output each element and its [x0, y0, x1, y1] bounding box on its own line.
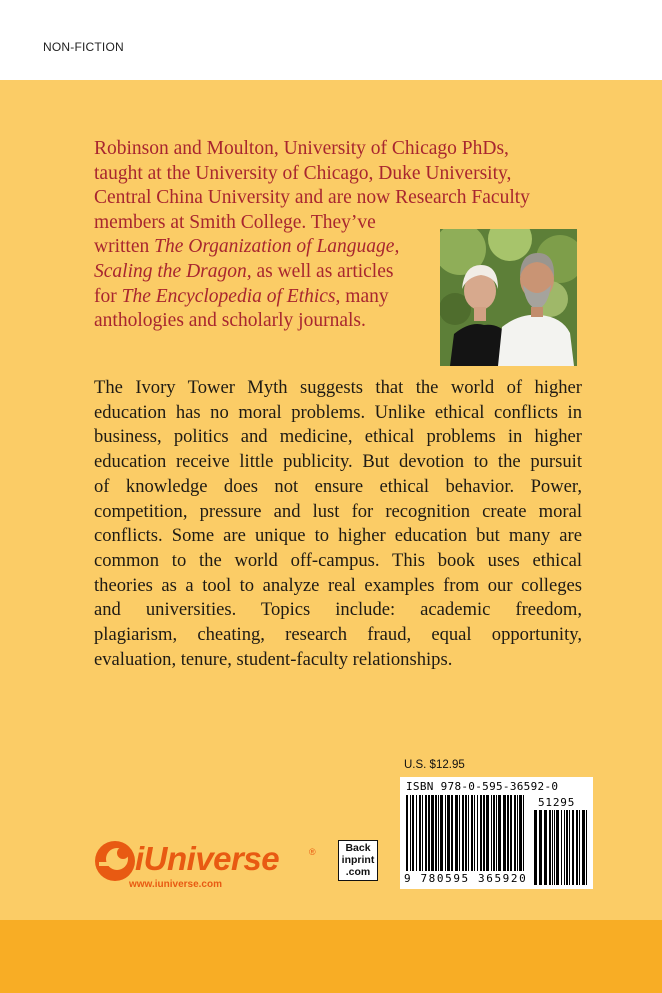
- description-line: education receive little publicity. But devotion to the pursuit: [94, 451, 582, 473]
- bio-line: anthologies and scholarly journals.: [94, 310, 366, 332]
- description-line: conflicts. Some are unique to higher education but many are: [94, 525, 582, 547]
- book-description: [94, 376, 582, 672]
- backinprint-badge: [338, 840, 378, 881]
- book-title-organization: The Organization of Language,: [154, 236, 400, 258]
- price-code: 51295: [538, 796, 576, 809]
- description-line: of knowledge does not ensure ethical behavior. Power,: [94, 475, 582, 497]
- description-line: evaluation, tenure, student-faculty relationships.: [94, 648, 453, 670]
- bio-line: taught at the University of Chicago, Duke University,: [94, 162, 512, 184]
- bio-text: , many: [335, 285, 389, 307]
- iuniverse-logo: [93, 836, 323, 896]
- price-label: U.S. $12.95: [404, 759, 465, 771]
- description-line: theories as a tool to analyze real examples from our colleges: [94, 574, 582, 596]
- isbn-barcode: [400, 777, 593, 889]
- book-title-dragon: Scaling the Dragon,: [94, 260, 252, 282]
- ean-digits: 9 780595 365920: [404, 872, 528, 885]
- bio-text: for: [94, 285, 122, 307]
- top-white-band: [0, 0, 662, 80]
- badge-line: inprint: [341, 854, 375, 866]
- badge-line: Back: [345, 842, 371, 854]
- description-line: plagiarism, cheating, research fraud, equal opportunity,: [94, 624, 582, 646]
- genre-label: NON-FICTION: [43, 40, 124, 54]
- description-line: and universities. Topics include: academic freedom,: [94, 599, 582, 621]
- description-line: education has no moral problems. Unlike ethical conflicts in: [94, 401, 582, 423]
- isbn-number: ISBN 978-0-595-36592-0: [406, 780, 559, 793]
- registered-mark: ®: [309, 847, 316, 857]
- bio-text: as well as articles: [251, 260, 394, 282]
- description-line: business, politics and medicine, ethical problems in higher: [94, 426, 582, 448]
- description-line: competition, pressure and lust for recognition create moral: [94, 500, 582, 522]
- book-title-encyclopedia: The Encyclopedia of Ethics: [121, 285, 336, 307]
- bio-text: written: [94, 236, 155, 258]
- description-line: common to the world off-campus. This book uses ethical: [94, 549, 582, 571]
- badge-line: .com: [345, 866, 371, 878]
- bio-line: Central China University and are now Research Faculty: [94, 187, 530, 209]
- bio-line: Robinson and Moulton, University of Chicago PhDs,: [94, 138, 509, 159]
- author-photo: [440, 229, 577, 366]
- publisher-url: www.iuniverse.com: [129, 879, 222, 890]
- bottom-band: [0, 920, 662, 993]
- description-line: The Ivory Tower Myth suggests that the world of higher: [94, 377, 582, 398]
- publisher-name: iUniverse: [135, 840, 280, 877]
- bio-line: members at Smith College. They’ve: [94, 211, 376, 233]
